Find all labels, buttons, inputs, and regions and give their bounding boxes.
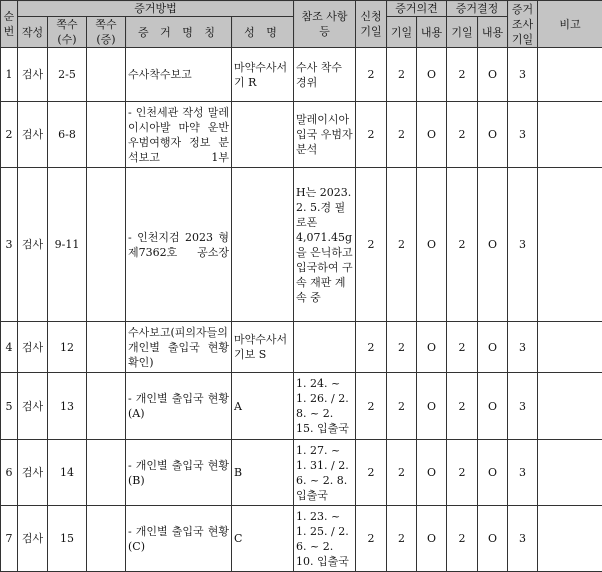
row-opinion-date: 2 (387, 440, 417, 506)
row-application: 2 (356, 102, 387, 168)
row-page-b (87, 506, 126, 572)
row-remark (538, 440, 602, 506)
row-page-a: 13 (48, 373, 87, 440)
row-application: 2 (356, 506, 387, 572)
row-application: 2 (356, 48, 387, 102)
row-decision-date: 2 (447, 506, 478, 572)
header-person-name: 성 명 (232, 17, 294, 48)
row-application: 2 (356, 168, 387, 322)
row-decision-date: 2 (447, 322, 478, 373)
row-evidence-name: - 인천지검 2023 형제7362호 공소장 (126, 168, 232, 322)
header-opinion-content: 내용 (417, 17, 447, 48)
row-decision-date: 2 (447, 168, 478, 322)
row-person: 마약수사서 기보 S (232, 322, 294, 373)
row-decision-content: O (478, 506, 508, 572)
row-opinion-content: O (417, 440, 447, 506)
row-evidence-name: - 개인별 출입국 현황(A) (126, 373, 232, 440)
row-author: 검사 (18, 440, 48, 506)
header-reference: 참조 사항 등 (294, 1, 356, 48)
row-remark (538, 102, 602, 168)
row-investigation-date: 3 (508, 322, 538, 373)
row-person: C (232, 506, 294, 572)
row-decision-date: 2 (447, 102, 478, 168)
table-row (1, 440, 602, 506)
row-opinion-date: 2 (387, 506, 417, 572)
row-investigation-date: 3 (508, 168, 538, 322)
header-page-a: 쪽수(수) (48, 17, 87, 48)
row-remark (538, 168, 602, 322)
row-decision-content: O (478, 168, 508, 322)
row-remark (538, 373, 602, 440)
row-opinion-date: 2 (387, 102, 417, 168)
row-reference: 1. 27. ~ 1. 31. / 2. 6. ~ 2. 8. 입출국 (294, 440, 356, 506)
row-opinion-content: O (417, 506, 447, 572)
header-remarks: 비고 (538, 1, 602, 48)
row-application: 2 (356, 373, 387, 440)
row-author: 검사 (18, 168, 48, 322)
row-decision-date: 2 (447, 440, 478, 506)
row-application: 2 (356, 322, 387, 373)
row-investigation-date: 3 (508, 506, 538, 572)
row-opinion-content: O (417, 373, 447, 440)
header-no: 순번 (1, 1, 18, 48)
row-reference: 1. 23. ~ 1. 25. / 2. 6. ~ 2. 10. 입출국 (294, 506, 356, 572)
table-row (1, 322, 602, 373)
row-page-a: 12 (48, 322, 87, 373)
row-reference: 말레이시아 입국 우범자 분석 (294, 102, 356, 168)
row-person: A (232, 373, 294, 440)
row-decision-content: O (478, 102, 508, 168)
row-application: 2 (356, 440, 387, 506)
table-row (1, 48, 602, 102)
table-row (1, 102, 602, 168)
row-page-b (87, 48, 126, 102)
row-opinion-content: O (417, 48, 447, 102)
row-page-b (87, 373, 126, 440)
row-evidence-name: - 인천세관 작성 말레이시아발 마약 운반 우범여행자 정보 분석보고 1부 (126, 102, 232, 168)
row-reference (294, 322, 356, 373)
row-no: 7 (1, 506, 18, 572)
row-page-b (87, 168, 126, 322)
row-no: 1 (1, 48, 18, 102)
row-investigation-date: 3 (508, 373, 538, 440)
table-row (1, 373, 602, 440)
header-decision-content: 내용 (478, 17, 508, 48)
header-decision-group: 증거결정 (447, 1, 508, 17)
row-page-a: 2-5 (48, 48, 87, 102)
row-remark (538, 506, 602, 572)
row-decision-content: O (478, 373, 508, 440)
row-page-b (87, 322, 126, 373)
row-opinion-date: 2 (387, 322, 417, 373)
row-opinion-content: O (417, 168, 447, 322)
row-author: 검사 (18, 102, 48, 168)
row-no: 2 (1, 102, 18, 168)
row-author: 검사 (18, 506, 48, 572)
row-page-a: 9-11 (48, 168, 87, 322)
row-reference: H는 2023. 2. 5.경 필로폰 4,071.45g을 은닉하고 입국하여 구속 재판 계속 중 (294, 168, 356, 322)
row-opinion-date: 2 (387, 168, 417, 322)
row-author: 검사 (18, 373, 48, 440)
row-page-a: 6-8 (48, 102, 87, 168)
row-person (232, 102, 294, 168)
row-person: 마약수사서 기 R (232, 48, 294, 102)
row-reference: 수사 착수 경위 (294, 48, 356, 102)
row-page-b (87, 102, 126, 168)
row-opinion-date: 2 (387, 373, 417, 440)
header-decision-date: 기일 (447, 17, 478, 48)
row-opinion-content: O (417, 322, 447, 373)
row-investigation-date: 3 (508, 102, 538, 168)
row-evidence-name: - 개인별 출입국 현황(C) (126, 506, 232, 572)
row-opinion-content: O (417, 102, 447, 168)
row-evidence-name: 수사보고(피의자들의 개인별 출입국 현황 확인) (126, 322, 232, 373)
row-evidence-name: 수사착수보고 (126, 48, 232, 102)
row-opinion-date: 2 (387, 48, 417, 102)
header-page-b: 쪽수(증) (87, 17, 126, 48)
table-row (1, 506, 602, 572)
row-decision-content: O (478, 322, 508, 373)
row-page-b (87, 440, 126, 506)
row-author: 검사 (18, 48, 48, 102)
header-evidence-name: 증 거 명 칭 (126, 17, 232, 48)
header-opinion-group: 증거의견 (387, 1, 447, 17)
row-no: 4 (1, 322, 18, 373)
row-decision-date: 2 (447, 373, 478, 440)
row-reference: 1. 24. ~ 1. 26. / 2. 8. ~ 2. 15. 입출국 (294, 373, 356, 440)
header-method-group: 증거방법 (18, 1, 294, 17)
row-page-a: 15 (48, 506, 87, 572)
row-no: 6 (1, 440, 18, 506)
row-decision-content: O (478, 48, 508, 102)
header-opinion-date: 기일 (387, 17, 417, 48)
header-author: 작성 (18, 17, 48, 48)
row-no: 5 (1, 373, 18, 440)
row-remark (538, 48, 602, 102)
row-decision-content: O (478, 440, 508, 506)
row-remark (538, 322, 602, 373)
row-investigation-date: 3 (508, 440, 538, 506)
table-row (1, 168, 602, 322)
row-no: 3 (1, 168, 18, 322)
row-person: B (232, 440, 294, 506)
header-investigation-date: 증거 조사 기일 (508, 1, 538, 48)
row-person (232, 168, 294, 322)
row-page-a: 14 (48, 440, 87, 506)
row-decision-date: 2 (447, 48, 478, 102)
row-investigation-date: 3 (508, 48, 538, 102)
header-application: 신청 기일 (356, 1, 387, 48)
row-evidence-name: - 개인별 출입국 현황(B) (126, 440, 232, 506)
row-author: 검사 (18, 322, 48, 373)
